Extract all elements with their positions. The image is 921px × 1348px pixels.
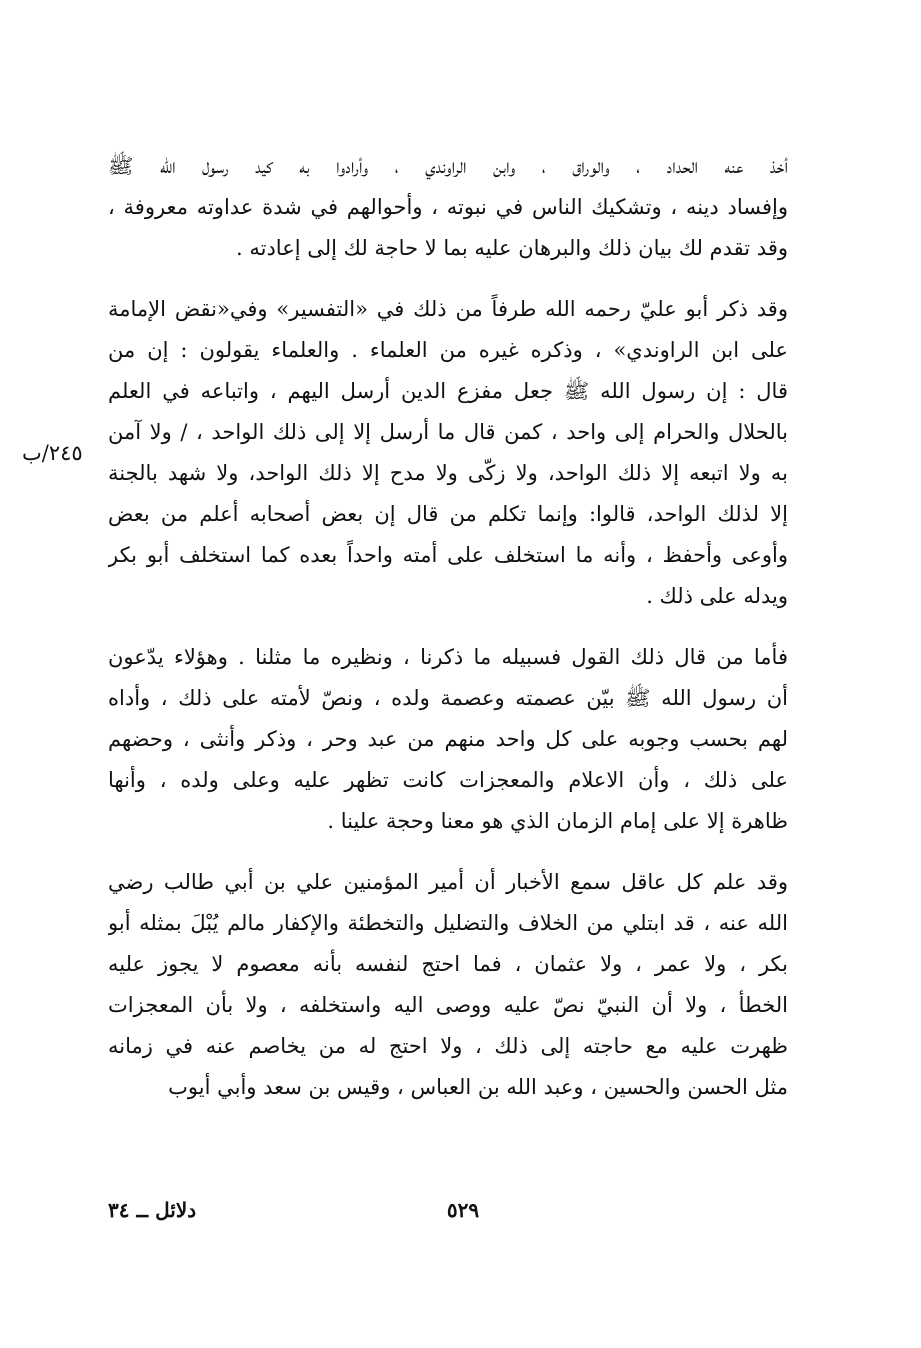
text-line: لهم بحسب وجوبه على كل واحد منهم من عبد وحر ، وذكر وأنثى ، وحضهم bbox=[108, 727, 788, 751]
text-line: على ذلك ، وأن الاعلام والمعجزات كانت تظهر عليه وعلى ولده ، وأنها bbox=[108, 768, 788, 792]
paragraph bbox=[108, 637, 788, 842]
text-line: وقد ذكر أبو عليّ رحمه الله طرفاً من ذلك في «التفسير» وفي«نقض الإمامة bbox=[108, 297, 788, 321]
paragraph bbox=[108, 146, 788, 269]
text-line: ظهرت عليه مع حاجته إلى ذلك ، ولا احتج له من يخاصم عنه في زمانه bbox=[108, 1034, 788, 1058]
paragraph bbox=[108, 289, 788, 617]
text-line: به ولا اتبعه إلا ذلك الواحد، ولا زكّى ولا مدح إلا ذلك الواحد، ولا شهد بالجنة bbox=[108, 461, 788, 485]
signature-mark: دلائل ــ ٣٤ bbox=[108, 1198, 197, 1222]
text-line: أخذ عنه الحداد ، والوراق ، وابن الراوندي ، وأرادوا به كيد رسول الله ﷺ bbox=[108, 154, 788, 178]
text-line: وقد علم كل عاقل سمع الأخبار أن أمير المؤمنين علي بن أبي طالب رضي bbox=[108, 870, 788, 894]
page-footer bbox=[0, 1198, 921, 1238]
text-line: قال : إن رسول الله ﷺ جعل مفزع الدين أرسل اليهم ، واتباعه في العلم bbox=[108, 379, 788, 403]
text-line: إلا لذلك الواحد، قالوا: وإنما تكلم من قال إن بعض أصحابه أعلم من بعض bbox=[108, 502, 788, 526]
body-text bbox=[108, 146, 788, 1128]
margin-folio-note: ٢٤٥/ب bbox=[22, 441, 83, 465]
text-line: ويدله على ذلك . bbox=[646, 584, 788, 608]
text-line: وقد تقدم لك بيان ذلك والبرهان عليه بما لا حاجة لك إلى إعادته . bbox=[236, 236, 788, 260]
text-line: الخطأ ، ولا أن النبيّ نصّ عليه ووصى اليه واستخلفه ، ولا بأن المعجزات bbox=[108, 993, 788, 1017]
text-line: بكر ، ولا عمر ، ولا عثمان ، فما احتج لنفسه بأنه معصوم لا يجوز عليه bbox=[108, 952, 788, 976]
text-line: فأما من قال ذلك القول فسبيله ما ذكرنا ، ونظيره ما مثلنا . وهؤلاء يدّعون bbox=[108, 645, 788, 669]
text-line: بالحلال والحرام إلى واحد ، كمن قال ما أرسل إلا إلى ذلك الواحد ، / ولا آمن bbox=[108, 420, 788, 444]
page-number: ٥٢٩ bbox=[446, 1198, 480, 1222]
paragraph bbox=[108, 862, 788, 1108]
text-line: ظاهرة إلا على إمام الزمان الذي هو معنا وحجة علينا . bbox=[327, 809, 788, 833]
text-line: وإفساد دينه ، وتشكيك الناس في نبوته ، وأحوالهم في شدة عداوته معروفة ، bbox=[108, 195, 788, 219]
text-line: على ابن الراوندي» ، وذكره غيره من العلماء . والعلماء يقولون : إن من bbox=[108, 338, 788, 362]
text-line: أن رسول الله ﷺ بيّن عصمته وعصمة ولده ، ونصّ لأمته على ذلك ، وأداه bbox=[108, 686, 788, 710]
text-line: مثل الحسن والحسين ، وعبد الله بن العباس ، وقيس بن سعد وأبي أيوب bbox=[168, 1075, 788, 1099]
text-line: الله عنه ، قد ابتلي من الخلاف والتضليل والتخطئة والإكفار مالم يُبْلَ بمثله أبو bbox=[108, 911, 788, 935]
text-line: وأوعى وأحفظ ، وأنه ما استخلف على أمته واحداً بعده كما استخلف أبو بكر bbox=[108, 543, 788, 567]
